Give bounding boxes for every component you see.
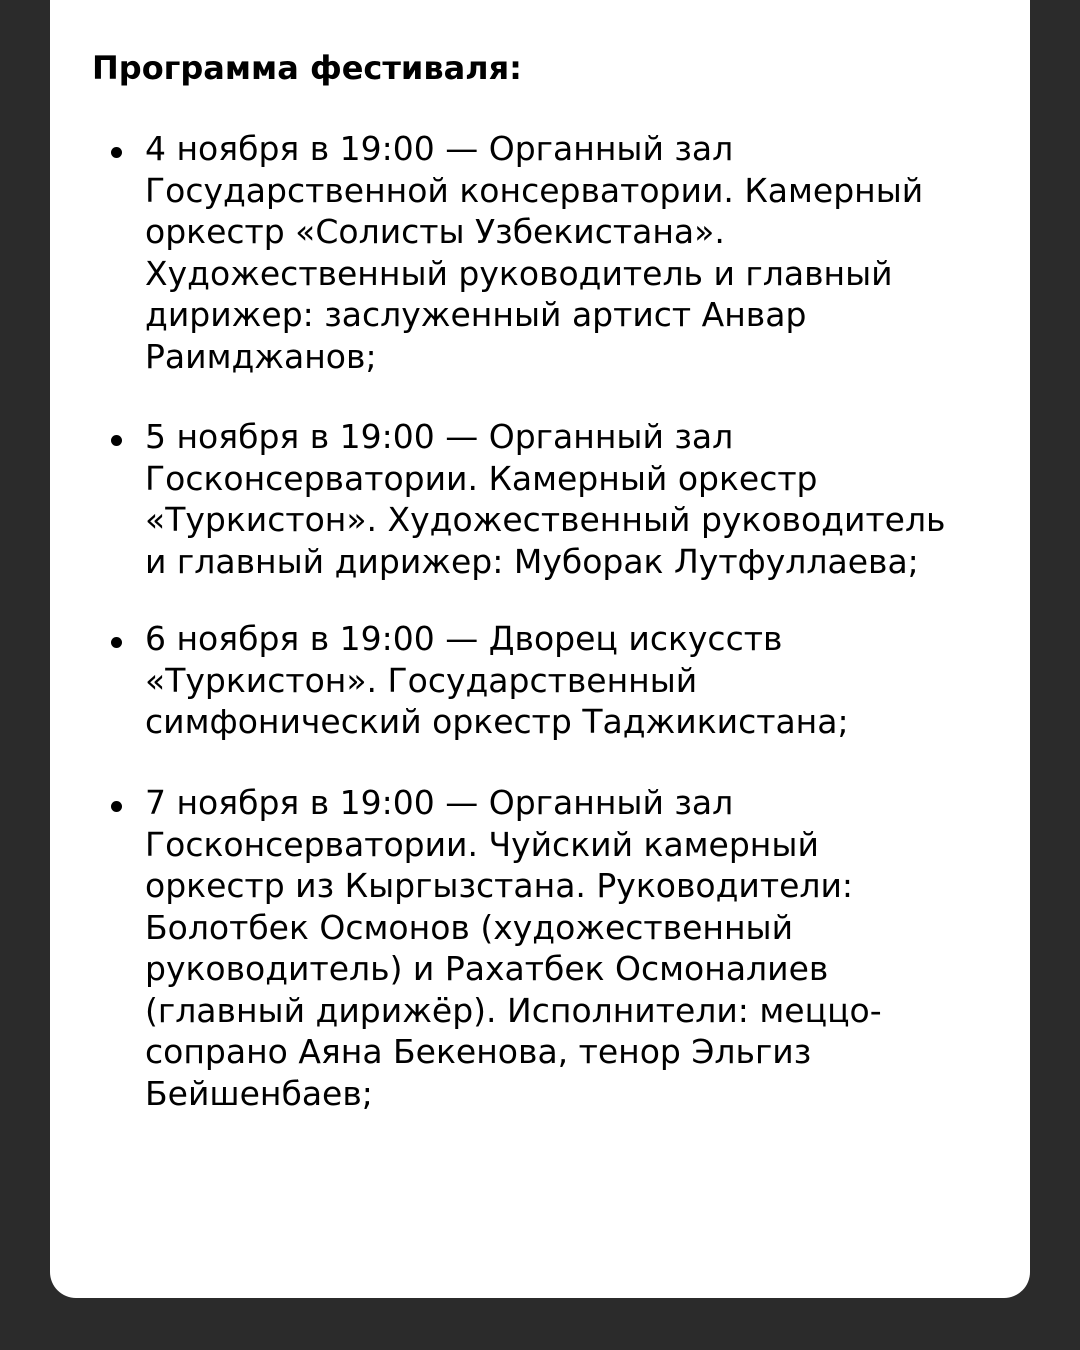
text-line: (главный дирижёр). Исполнители: меццо- [145,990,882,1030]
list-item-text [145,782,882,1114]
text-line: Художественный руководитель и главный [145,253,893,293]
list-item-text [145,416,946,582]
text-line: оркестр из Кыргызстана. Руководители: [145,866,854,905]
bullet-icon [111,801,122,812]
list-item-text [145,618,849,743]
page-title: Программа фестиваля: [92,49,522,87]
text-line: Государственной консерватории. Камерный [145,170,924,210]
bullet-icon [111,147,122,158]
text-line: руководитель) и Рахатбек Осмоналиев [145,949,829,988]
bullet-icon [111,637,122,648]
text-line: сопрано Аяна Бекенова, тенор Эльгиз [145,1032,812,1071]
list-item-text [145,128,923,377]
bullet-icon [111,435,122,446]
text-line: Бейшенбаев; [145,1073,373,1113]
text-line: Раимджанов; [145,336,377,376]
text-line: Госконсерватории. Камерный оркестр [145,458,818,498]
text-line: оркестр «Солисты Узбекистана». [145,212,725,251]
text-line: 7 ноября в 19:00 — Органный зал [145,783,734,822]
text-line: Госконсерватории. Чуйский камерный [145,824,819,864]
text-line: 4 ноября в 19:00 — Органный зал [145,129,734,168]
text-line: симфонический оркестр Таджикистана; [145,702,849,741]
text-line: 5 ноября в 19:00 — Органный зал [145,417,734,456]
text-line: 6 ноября в 19:00 — Дворец искусств [145,619,783,658]
text-line: Болотбек Осмонов (художественный [145,907,794,947]
text-line: «Туркистон». Государственный [145,660,698,700]
text-line: «Туркистон». Художественный руководитель [145,500,946,539]
text-line: дирижер: заслуженный артист Анвар [145,295,807,334]
text-line: и главный дирижер: Муборак Лутфуллаева; [145,541,919,581]
